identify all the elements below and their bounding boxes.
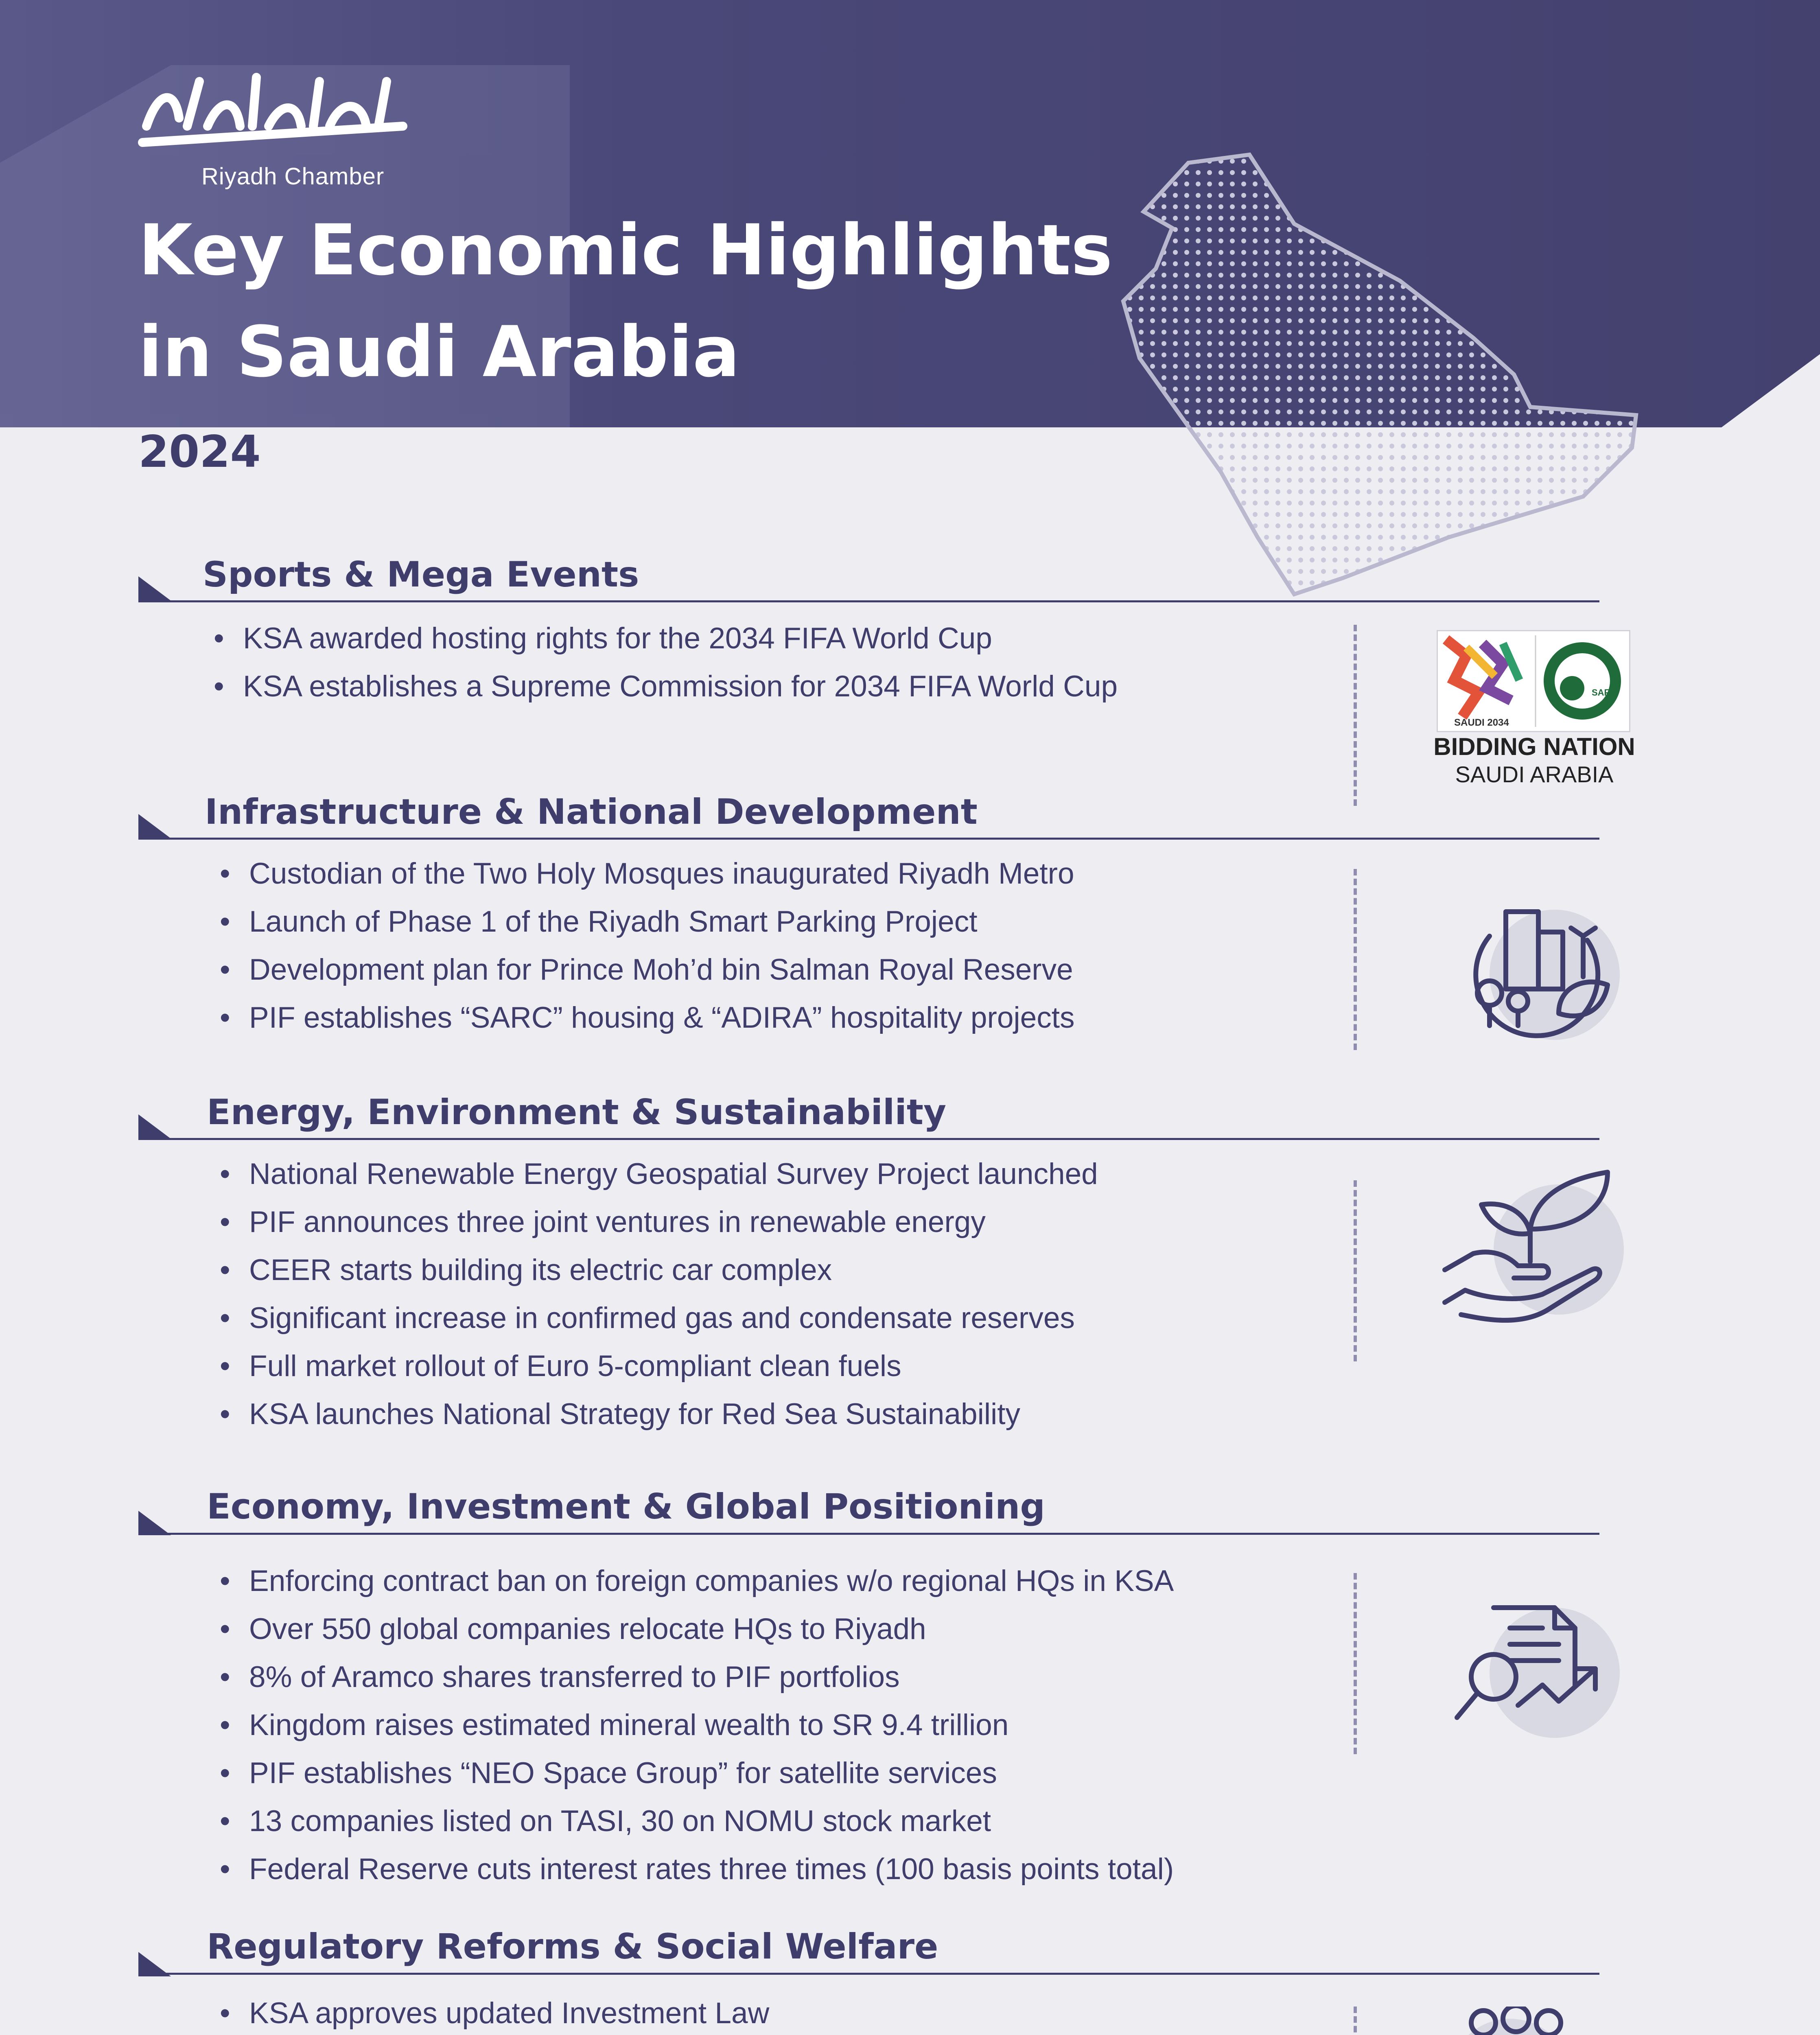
section-marker <box>138 1114 171 1139</box>
section-title-economy: Economy, Investment & Global Positioning <box>207 1486 1045 1527</box>
section-title-energy: Energy, Environment & Sustainability <box>207 1092 947 1133</box>
riyadh-chamber-logo <box>134 65 419 163</box>
list-item: • PIF announces three joint ventures in renewable energy <box>220 1198 1098 1246</box>
section-divider <box>138 1973 1599 1975</box>
dashed-separator <box>1354 1180 1357 1361</box>
section-title-infrastructure: Infrastructure & National Development <box>205 792 978 832</box>
people-care-hands-icon <box>1437 2007 1595 2035</box>
list-item: • 8% of Aramco shares transferred to PIF portfolios <box>220 1653 1174 1701</box>
list-item: • Significant increase in confirmed gas and condensate reserves <box>220 1294 1098 1342</box>
list-item: • KSA awarded hosting rights for the 2034 FIFA World Cup <box>214 615 1118 663</box>
dashed-separator <box>1354 1573 1357 1754</box>
section-list-energy <box>220 1150 1098 1438</box>
saudi-2034-bidding-logo <box>1437 630 1630 732</box>
list-item: • KSA establishes a Supreme Commission for 2034 FIFA World Cup <box>214 663 1118 711</box>
saff-text: SAFF <box>1592 687 1615 698</box>
section-divider <box>138 838 1599 840</box>
list-item: • Enforcing contract ban on foreign companies w/o regional HQs in KSA <box>220 1557 1174 1605</box>
section-list-economy <box>220 1557 1174 1893</box>
page-title <box>138 199 1278 403</box>
section-title-sports: Sports & Mega Events <box>203 554 639 595</box>
section-marker <box>138 1511 171 1535</box>
title-line-1: Key Economic Highlights <box>138 209 1113 291</box>
list-item: • Custodian of the Two Holy Mosques inaugurated Riyadh Metro <box>220 850 1075 898</box>
document-analysis-growth-icon <box>1449 1604 1620 1726</box>
section-marker <box>138 576 171 601</box>
plant-in-hand-icon <box>1437 1168 1624 1331</box>
list-item: • Development plan for Prince Moh’d bin Salman Royal Reserve <box>220 946 1075 994</box>
section-divider <box>138 1533 1599 1535</box>
dashed-separator <box>1354 625 1357 806</box>
list-item: • KSA approves updated Investment Law <box>220 1989 1644 2035</box>
dashed-separator <box>1354 869 1357 1050</box>
city-development-icon <box>1453 904 1628 1042</box>
list-item: • National Renewable Energy Geospatial Survey Project launched <box>220 1150 1098 1198</box>
section-list-sports <box>214 615 1118 711</box>
section-marker <box>138 814 171 838</box>
section-title-regulatory: Regulatory Reforms & Social Welfare <box>207 1926 938 1967</box>
saudi-arabia-label: SAUDI ARABIA <box>1455 761 1614 787</box>
section-divider <box>138 1138 1599 1140</box>
title-line-2: in Saudi Arabia <box>138 311 740 393</box>
bidding-logo-art <box>1438 631 1629 731</box>
dashed-separator <box>1354 2007 1357 2035</box>
list-item: • Federal Reserve cuts interest rates three times (100 basis points total) <box>220 1845 1174 1893</box>
section-divider <box>138 600 1599 602</box>
list-item: • PIF establishes “NEO Space Group” for satellite services <box>220 1749 1174 1797</box>
list-item: • PIF establishes “SARC” housing & “ADIRA” hospitality projects <box>220 994 1075 1042</box>
list-item: • Launch of Phase 1 of the Riyadh Smart Parking Project <box>220 898 1075 946</box>
list-item: • KSA launches National Strategy for Red Sea Sustainability <box>220 1390 1098 1438</box>
bidding-nation-label: BIDDING NATION <box>1433 733 1635 760</box>
section-list-regulatory <box>220 1989 1644 2035</box>
year-label: 2024 <box>138 427 261 477</box>
section-list-infrastructure <box>220 850 1075 1042</box>
saudi-2034-text: SAUDI 2034 <box>1454 717 1509 728</box>
list-item: • CEER starts building its electric car complex <box>220 1246 1098 1294</box>
list-item: • Kingdom raises estimated mineral wealth to SR 9.4 trillion <box>220 1701 1174 1749</box>
list-item: • 13 companies listed on TASI, 30 on NOMU stock market <box>220 1797 1174 1845</box>
list-item: • Over 550 global companies relocate HQs to Riyadh <box>220 1605 1174 1653</box>
brand-name-en: Riyadh Chamber <box>201 163 385 190</box>
list-item: • Full market rollout of Euro 5-compliant clean fuels <box>220 1342 1098 1390</box>
